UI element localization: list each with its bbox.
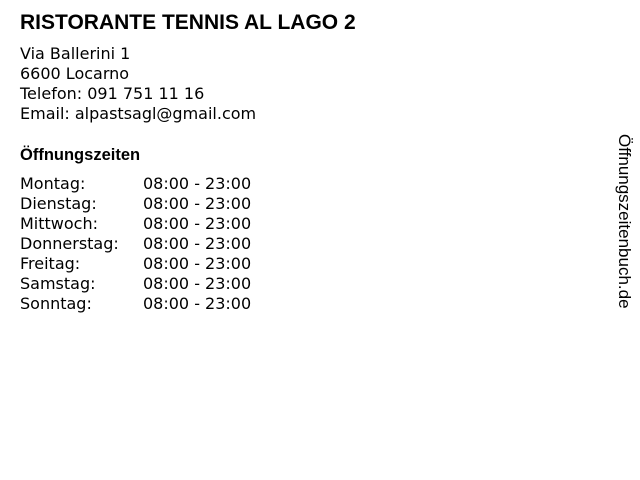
site-name: Öffnungszeitenbuch.de <box>615 134 634 309</box>
opening-hours-table <box>20 174 251 314</box>
site-watermark <box>611 134 637 366</box>
day-label: Donnerstag: <box>20 234 119 253</box>
day-label: Mittwoch: <box>20 214 98 233</box>
street-address: Via Ballerini 1 <box>20 44 131 63</box>
city: 6600 Locarno <box>20 64 130 83</box>
day-label: Dienstag: <box>20 194 97 213</box>
hours-row-thursday <box>20 234 251 254</box>
time-range: 08:00 - 23:00 <box>143 234 252 253</box>
day-label: Samstag: <box>20 274 96 293</box>
email-address: Email: alpastsagl@gmail.com <box>20 104 257 123</box>
hours-row-monday <box>20 174 251 194</box>
day-label: Montag: <box>20 174 86 193</box>
time-range: 08:00 - 23:00 <box>143 254 252 273</box>
hours-row-tuesday <box>20 194 251 214</box>
address-block <box>20 44 256 124</box>
time-range: 08:00 - 23:00 <box>143 274 252 293</box>
hours-row-saturday <box>20 274 251 294</box>
restaurant-name: RISTORANTE TENNIS AL LAGO 2 <box>20 11 356 34</box>
time-range: 08:00 - 23:00 <box>143 174 252 193</box>
day-label: Freitag: <box>20 254 81 273</box>
day-label: Sonntag: <box>20 294 92 313</box>
time-range: 08:00 - 23:00 <box>143 294 252 313</box>
hours-row-sunday <box>20 294 251 314</box>
time-range: 08:00 - 23:00 <box>143 214 252 233</box>
opening-hours-heading: Öffnungszeiten <box>20 146 141 164</box>
hours-row-wednesday <box>20 214 251 234</box>
time-range: 08:00 - 23:00 <box>143 194 252 213</box>
hours-row-friday <box>20 254 251 274</box>
phone-number: Telefon: 091 751 11 16 <box>20 84 205 103</box>
